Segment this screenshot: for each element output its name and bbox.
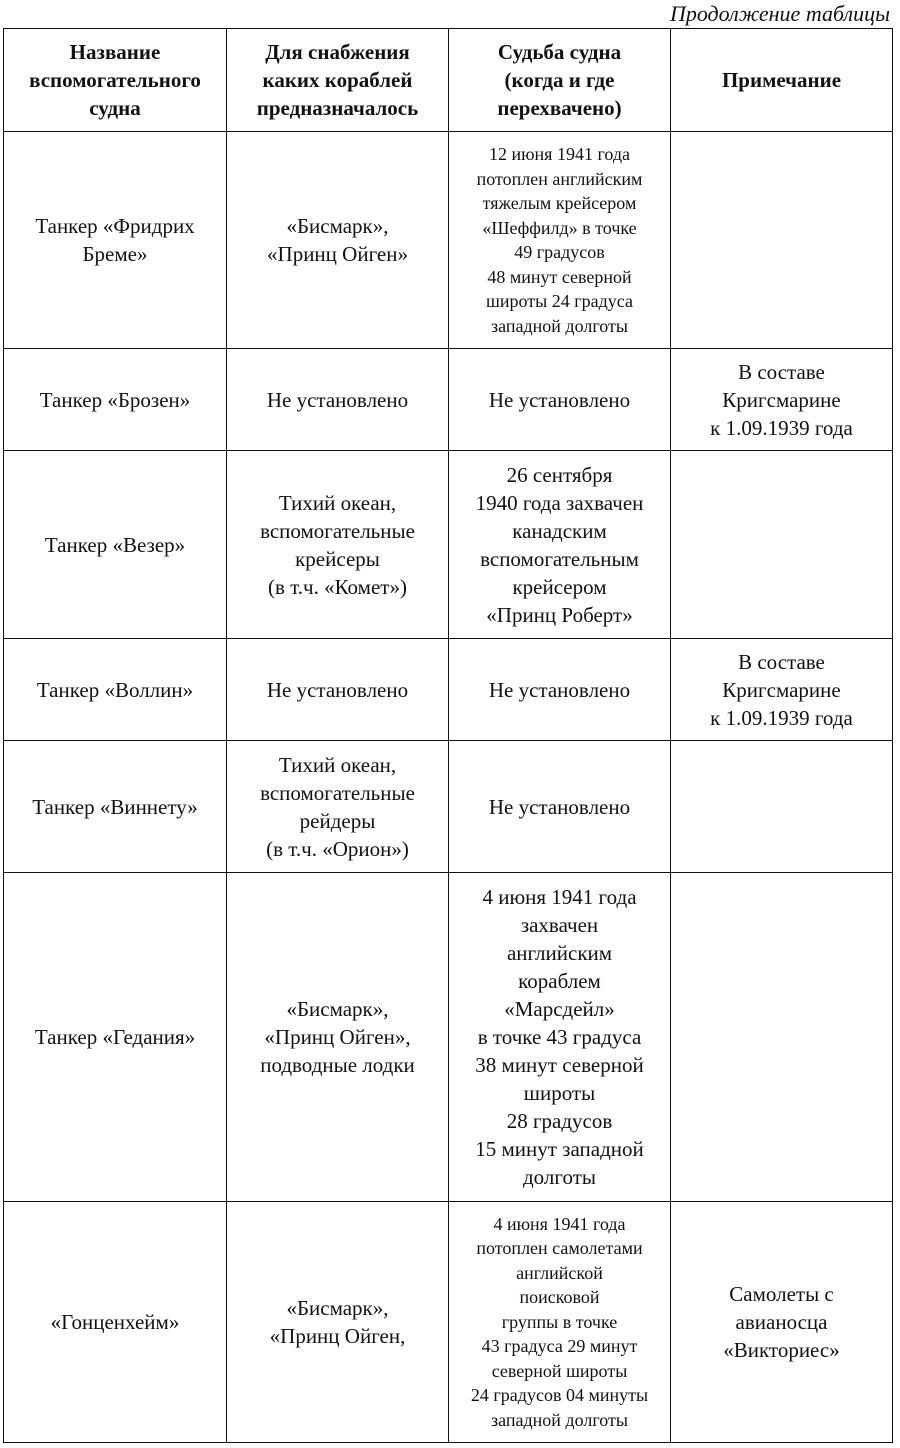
fate-cell: Не установлено [449, 349, 671, 451]
vessel-name-cell: «Гонценхейм» [4, 1202, 227, 1443]
fate-cell: 26 сентября 1940 года захвачен канадским вспомогательным крейсером «Принц Роберт» [449, 451, 671, 639]
vessel-name-cell: Танкер «Виннету» [4, 741, 227, 873]
supply-cell: Тихий океан, вспомогательные рейдеры (в т.ч. «Орион») [227, 741, 449, 873]
fate-cell: Не установлено [449, 741, 671, 873]
note-cell [671, 451, 893, 639]
table-row [4, 741, 893, 873]
fate-cell: 12 июня 1941 года потоплен английским тяжелым крейсером «Шеффилд» в точке 49 градусов 48 минут северной широты 24 градуса западной долготы [449, 132, 671, 349]
supply-cell: «Бисмарк», «Принц Ойген», подводные лодки [227, 873, 449, 1202]
note-cell [671, 132, 893, 349]
vessel-name-cell: Танкер «Воллин» [4, 639, 227, 741]
header-row [4, 29, 893, 132]
vessel-name-cell: Танкер «Везер» [4, 451, 227, 639]
vessel-name-cell: Танкер «Брозен» [4, 349, 227, 451]
table-row [4, 1202, 893, 1443]
note-cell: В составе Кригсмарине к 1.09.1939 года [671, 349, 893, 451]
note-cell [671, 873, 893, 1202]
header-vessel-name: Название вспомогательного судна [4, 29, 227, 132]
table-row [4, 873, 893, 1202]
header-vessel-fate: Судьба судна (когда и где перехвачено) [449, 29, 671, 132]
fate-cell: 4 июня 1941 года захвачен английским кораблем «Марсдейл» в точке 43 градуса 38 минут северной широты 28 градусов 15 минут западной долготы [449, 873, 671, 1202]
table-row [4, 349, 893, 451]
table-continuation-caption: Продолжение таблицы [669, 1, 890, 26]
table-row [4, 451, 893, 639]
fate-cell: 4 июня 1941 года потоплен самолетами английской поисковой группы в точке 43 градуса 29 минут северной широты 24 градусов 04 минуты западной долготы [449, 1202, 671, 1443]
header-note: Примечание [671, 29, 893, 132]
supply-cell: Не установлено [227, 639, 449, 741]
note-cell: В составе Кригсмарине к 1.09.1939 года [671, 639, 893, 741]
supply-cell: «Бисмарк», «Принц Ойген, [227, 1202, 449, 1443]
table-row [4, 639, 893, 741]
fate-cell: Не установлено [449, 639, 671, 741]
supply-cell: «Бисмарк», «Принц Ойген» [227, 132, 449, 349]
vessel-name-cell: Танкер «Фридрих Бреме» [4, 132, 227, 349]
note-cell [671, 741, 893, 873]
auxiliary-vessels-table [3, 28, 893, 1443]
header-supply-purpose: Для снабжения каких кораблей предназначалось [227, 29, 449, 132]
supply-cell: Тихий океан, вспомогательные крейсеры (в т.ч. «Комет») [227, 451, 449, 639]
supply-cell: Не установлено [227, 349, 449, 451]
vessel-name-cell: Танкер «Гедания» [4, 873, 227, 1202]
table-row [4, 132, 893, 349]
note-cell: Самолеты с авианосца «Викториес» [671, 1202, 893, 1443]
